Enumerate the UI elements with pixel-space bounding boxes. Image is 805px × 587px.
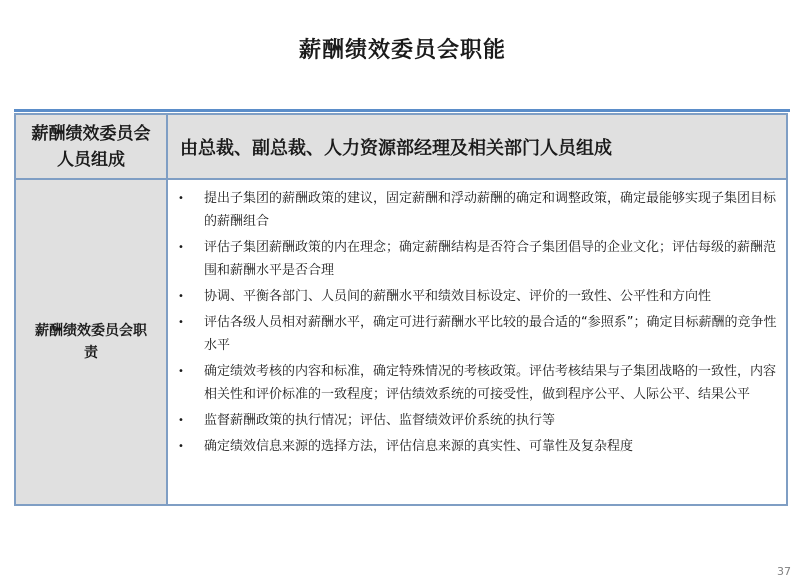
- bullet-icon: •: [178, 317, 184, 328]
- duties-cell: [168, 180, 786, 504]
- list-item: [176, 360, 778, 406]
- duty-text: 协调、平衡各部门、人员间的薪酬水平和绩效目标设定、评价的一致性、公平性和方向性: [204, 289, 712, 304]
- slide-title: 薪酬绩效委员会职能: [298, 38, 506, 63]
- bullet-icon: •: [178, 415, 184, 426]
- list-item: [176, 409, 778, 432]
- duty-text: 监督薪酬政策的执行情况；评估、监督绩效评价系统的执行等: [204, 413, 556, 428]
- duty-text: 提出子集团的薪酬政策的建议，固定薪酬和浮动薪酬的确定和调整政策，确定最能够实现子集团目标的薪酬组合: [204, 191, 777, 229]
- committee-table: [14, 113, 788, 506]
- bullet-icon: •: [178, 193, 184, 204]
- bullet-icon: •: [178, 441, 184, 452]
- duty-text: 确定绩效考核的内容和标准，确定特殊情况的考核政策。评估考核结果与子集团战略的一致性，内容相关性和评价标准的一致程度；评估绩效系统的可接受性，做到程序公平、人际公平、结果公平: [204, 364, 777, 402]
- list-item: [176, 285, 778, 308]
- list-item: [176, 435, 778, 458]
- composition-label: 薪酬绩效委员会人员组成: [16, 115, 168, 180]
- title-divider: [14, 109, 790, 112]
- bullet-icon: •: [178, 291, 184, 302]
- duty-text: 评估子集团薪酬政策的内在理念；确定薪酬结构是否符合子集团倡导的企业文化；评估每级的薪酬范围和薪酬水平是否合理: [204, 240, 777, 278]
- duty-text: 确定绩效信息来源的选择方法，评估信息来源的真实性、可靠性及复杂程度: [204, 439, 634, 454]
- duties-label: 薪酬绩效委员会职责: [16, 180, 168, 504]
- bullet-icon: •: [178, 242, 184, 253]
- page-number: 37: [777, 565, 791, 578]
- duties-list: [176, 187, 778, 458]
- duty-text: 评估各级人员相对薪酬水平，确定可进行薪酬水平比较的最合适的“参照系”；确定目标薪酬的竞争性水平: [204, 315, 777, 353]
- list-item: [176, 311, 778, 357]
- bullet-icon: •: [178, 366, 184, 377]
- composition-value: 由总裁、副总裁、人力资源部经理及相关部门人员组成: [168, 115, 786, 180]
- list-item: [176, 236, 778, 282]
- list-item: [176, 187, 778, 233]
